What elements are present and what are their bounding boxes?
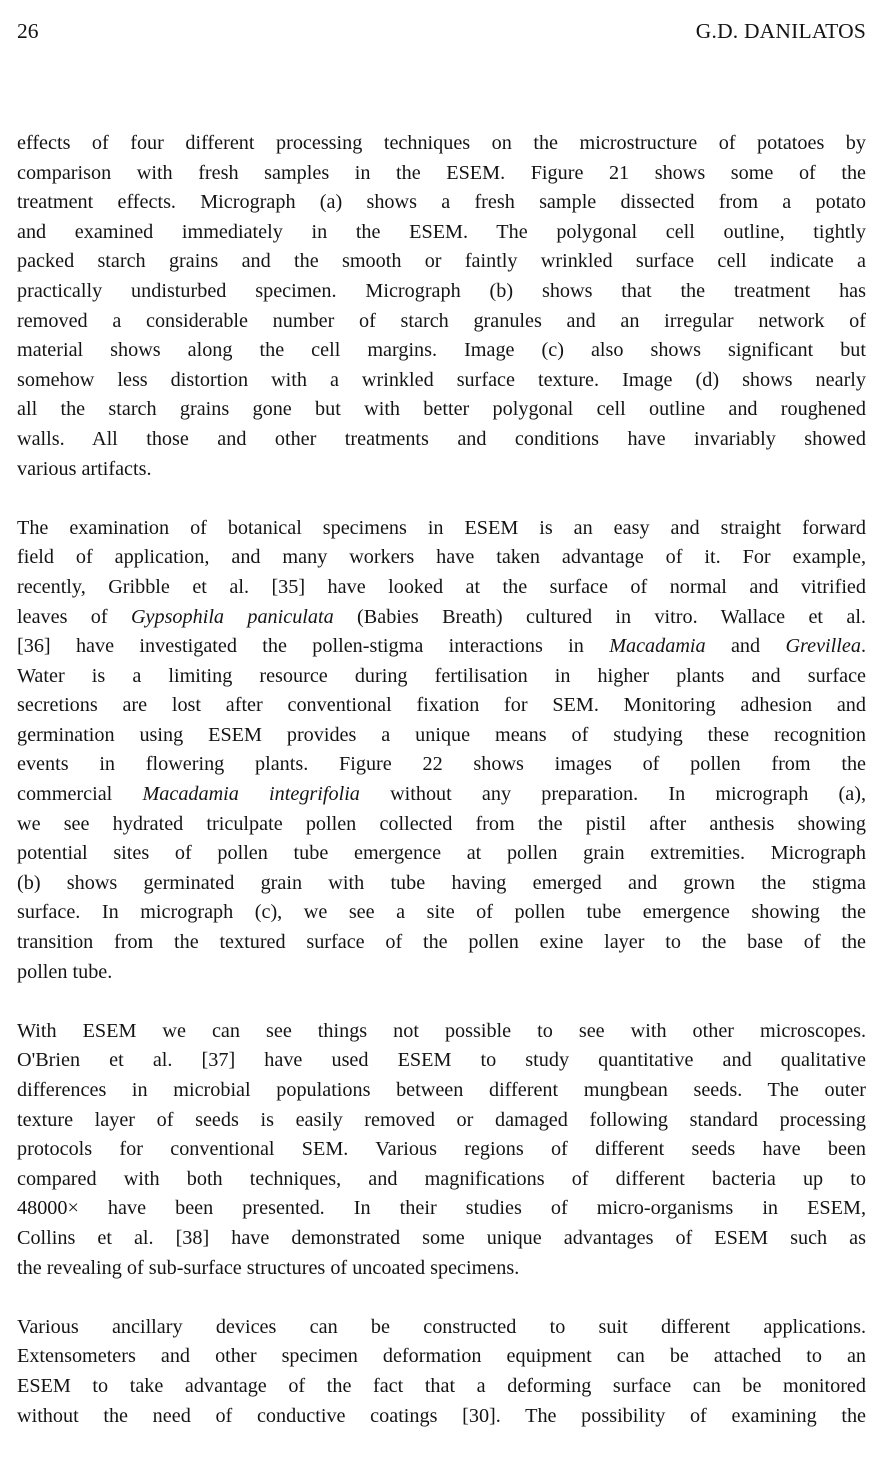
text-line: we see hydrated triculpate pollen collected from the pistil after anthesis showing: [17, 812, 866, 835]
text-run: [36] have investigated the pollen-stigma interactions in: [17, 635, 610, 658]
text-line: packed starch grains and the smooth or faintly wrinkled surface cell indicate a: [17, 250, 866, 273]
paragraph-potato-treatments: [17, 129, 866, 484]
genus-name: Grevillea: [785, 635, 861, 658]
text-line: treatment effects. Micrograph (a) shows a fresh sample dissected from a potato: [17, 191, 866, 214]
text-line: comparison with fresh samples in the ESEM. Figure 21 shows some of the: [17, 161, 866, 184]
text-line: potential sites of pollen tube emergence at pollen grain extremities. Micrograph: [17, 842, 866, 865]
text-line: walls. All those and other treatments and conditions have invariably showed: [17, 427, 866, 450]
text-line: material shows along the cell margins. Image (c) also shows significant but: [17, 339, 866, 362]
species-name: Gypsophila paniculata: [130, 605, 334, 628]
text-line: O'Brien et al. [37] have used ESEM to study quantitative and qualitative: [17, 1049, 866, 1072]
text-run: leaves of: [17, 605, 131, 628]
text-line: 48000× have been presented. In their studies of micro-organisms in ESEM,: [17, 1197, 866, 1220]
text-line: field of application, and many workers have taken advantage of it. For example,: [17, 546, 866, 569]
text-line: secretions are lost after conventional fixation for SEM. Monitoring adhesion and: [17, 694, 866, 717]
text-line: pollen tube.: [17, 960, 113, 983]
text-run: .: [860, 635, 866, 658]
running-header: [17, 16, 866, 46]
running-head-author: G.D. DANILATOS: [695, 19, 866, 43]
genus-name: Macadamia: [609, 635, 706, 658]
paragraph-botanical-specimens: [17, 514, 866, 988]
text-line: texture layer of seeds is easily removed or damaged following standard processing: [17, 1108, 866, 1131]
text-run: commercial: [17, 783, 143, 806]
text-line: Collins et al. [38] have demonstrated some unique advantages of ESEM such as: [17, 1226, 866, 1249]
text-line: and examined immediately in the ESEM. The polygonal cell outline, tightly: [17, 220, 866, 243]
text-line: With ESEM we can see things not possible to see with other microscopes.: [17, 1019, 866, 1042]
text-line: germination using ESEM provides a unique means of studying these recognition: [17, 723, 866, 746]
text-line: effects of four different processing techniques on the microstructure of potatoes by: [17, 132, 866, 154]
text-line: Extensometers and other specimen deformation equipment can be attached to an: [17, 1345, 866, 1368]
page-number: 26: [17, 19, 39, 43]
text-line: practically undisturbed specimen. Micrograph (b) shows that the treatment has: [17, 279, 866, 302]
paragraph-ancillary-devices: [17, 1313, 866, 1431]
text-line: various artifacts.: [17, 457, 152, 480]
text-line: all the starch grains gone but with better polygonal cell outline and roughened: [17, 398, 866, 421]
paragraph-microbial-studies: [17, 1017, 866, 1283]
text-run: (Babies Breath) cultured in vitro. Wallace et al.: [333, 605, 866, 628]
text-line: events in flowering plants. Figure 22 shows images of pollen from the: [17, 753, 866, 776]
text-line: differences in microbial populations between different mungbean seeds. The outer: [17, 1079, 866, 1101]
text-line: recently, Gribble et al. [35] have looked at the surface of normal and vitrified: [17, 575, 866, 598]
text-line: Water is a limiting resource during fertilisation in higher plants and surface: [17, 664, 866, 687]
text-line: compared with both techniques, and magnifications of different bacteria up to: [17, 1167, 866, 1190]
text-line: ESEM to take advantage of the fact that a deforming surface can be monitored: [17, 1374, 866, 1397]
text-line: transition from the textured surface of the pollen exine layer to the base of the: [17, 931, 866, 954]
text-line: without the need of conductive coatings [30]. The possibility of examining the: [17, 1404, 866, 1427]
text-run: and: [705, 635, 786, 658]
text-line: Various ancillary devices can be constructed to suit different applications.: [17, 1315, 866, 1338]
text-line: the revealing of sub-surface structures of uncoated specimens.: [17, 1256, 520, 1279]
text-line: somehow less distortion with a wrinkled surface texture. Image (d) shows nearly: [17, 368, 866, 391]
species-name: Macadamia integrifolia: [142, 783, 360, 806]
text-line: surface. In micrograph (c), we see a site of pollen tube emergence showing the: [17, 901, 866, 924]
text-line: removed a considerable number of starch granules and an irregular network of: [17, 309, 866, 332]
text-line-with-italic: [17, 632, 866, 662]
text-line-with-italic: [17, 780, 866, 810]
text-line: The examination of botanical specimens in ESEM is an easy and straight forward: [17, 516, 866, 539]
body-text: [17, 129, 866, 1461]
text-line: (b) shows germinated grain with tube having emerged and grown the stigma: [17, 871, 866, 894]
text-line-with-italic: [17, 603, 866, 633]
text-run: without any preparation. In micrograph (a),: [359, 783, 866, 806]
text-line: protocols for conventional SEM. Various regions of different seeds have been: [17, 1138, 866, 1161]
